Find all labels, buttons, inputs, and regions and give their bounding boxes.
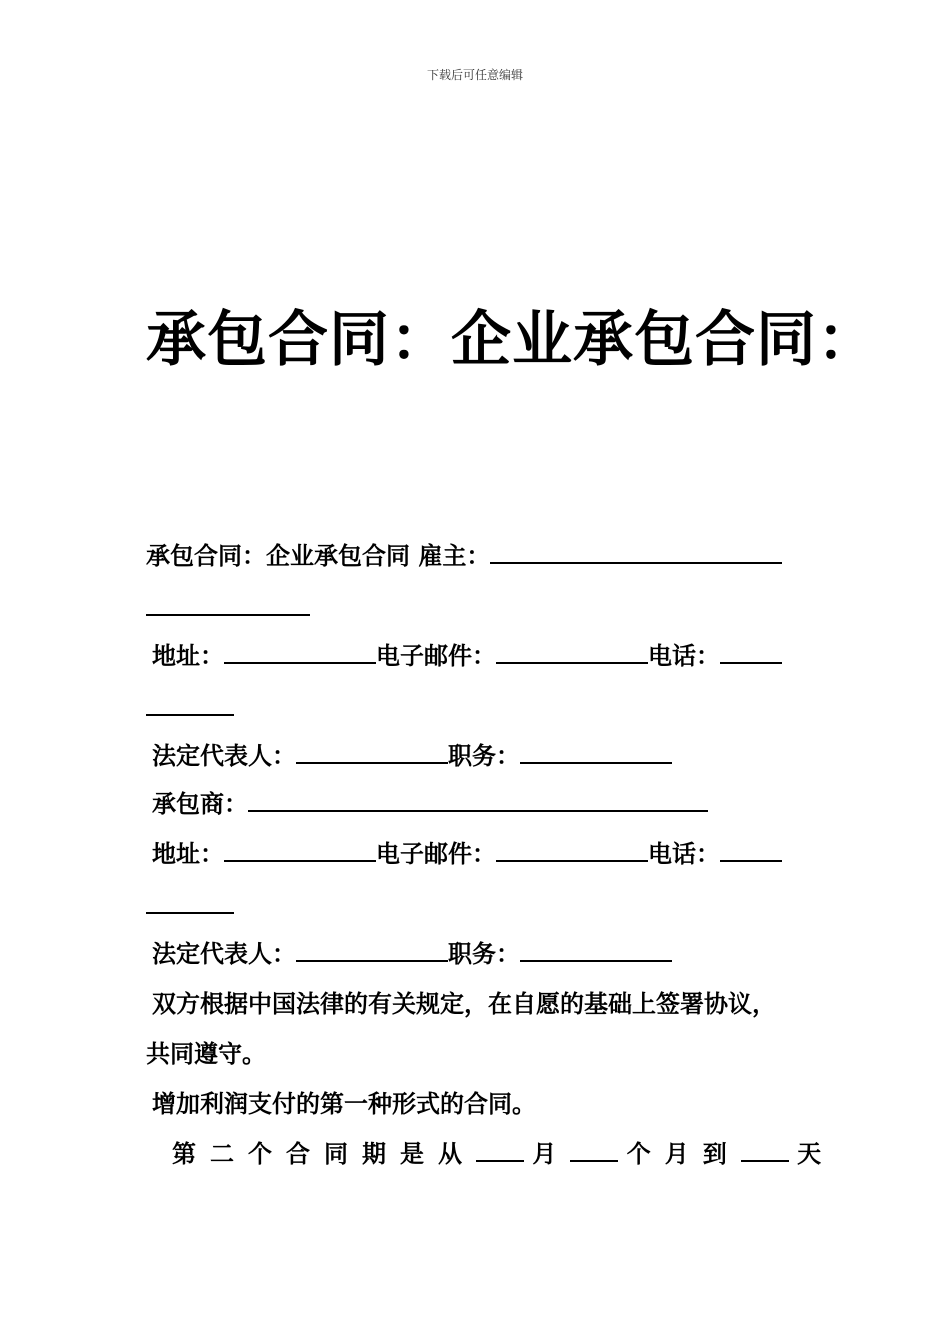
employer-blank-2[interactable] bbox=[146, 592, 310, 616]
employer-position-blank[interactable] bbox=[520, 740, 672, 764]
employer-rep-line bbox=[146, 740, 672, 772]
employer-contact-line bbox=[146, 640, 782, 672]
period-part-2: 月 bbox=[532, 1139, 571, 1168]
employer-phone-continued bbox=[146, 692, 234, 724]
period-line bbox=[172, 1138, 821, 1170]
contractor-blank[interactable] bbox=[248, 788, 708, 812]
contractor-address-label: 地址： bbox=[152, 839, 224, 868]
employer-blank-continued bbox=[146, 592, 310, 624]
contractor-line bbox=[146, 788, 708, 820]
contractor-position-label: 职务： bbox=[448, 939, 520, 968]
employer-address-label: 地址： bbox=[152, 641, 224, 670]
employer-phone-blank[interactable] bbox=[720, 640, 782, 664]
employer-rep-blank[interactable] bbox=[296, 740, 448, 764]
contractor-email-label: 电子邮件： bbox=[376, 839, 496, 868]
agreement-text-2: 共同遵守。 bbox=[146, 1039, 266, 1068]
period-part-3: 个月到 bbox=[626, 1139, 741, 1168]
profit-text: 增加利润支付的第一种形式的合同。 bbox=[152, 1089, 536, 1118]
employer-email-blank[interactable] bbox=[496, 640, 648, 664]
period-blank-2[interactable] bbox=[570, 1138, 618, 1162]
employer-prefix: 承包合同：企业承包合同 bbox=[146, 541, 410, 570]
employer-line bbox=[146, 540, 782, 572]
employer-position-label: 职务： bbox=[448, 741, 520, 770]
contractor-rep-line bbox=[146, 938, 672, 970]
document-title: 承包合同：企业承包合同： bbox=[146, 305, 878, 375]
contractor-email-blank[interactable] bbox=[496, 838, 648, 862]
employer-phone-label: 电话： bbox=[648, 641, 720, 670]
period-part-4: 天 bbox=[797, 1139, 822, 1168]
contractor-contact-line bbox=[146, 838, 782, 870]
contractor-phone-blank[interactable] bbox=[720, 838, 782, 862]
contractor-rep-blank[interactable] bbox=[296, 938, 448, 962]
employer-email-label: 电子邮件： bbox=[376, 641, 496, 670]
employer-label: 雇主： bbox=[418, 541, 491, 570]
employer-address-blank[interactable] bbox=[224, 640, 376, 664]
period-part-1: 第二个合同期是从 bbox=[172, 1139, 476, 1168]
employer-blank[interactable] bbox=[490, 540, 782, 564]
contractor-label: 承包商： bbox=[152, 789, 248, 818]
contractor-phone-label: 电话： bbox=[648, 839, 720, 868]
contractor-address-blank[interactable] bbox=[224, 838, 376, 862]
period-blank-1[interactable] bbox=[476, 1138, 524, 1162]
header-note: 下载后可任意编辑 bbox=[426, 68, 523, 82]
contractor-position-blank[interactable] bbox=[520, 938, 672, 962]
contractor-phone-continued bbox=[146, 890, 234, 922]
contractor-rep-label: 法定代表人： bbox=[152, 939, 296, 968]
employer-rep-label: 法定代表人： bbox=[152, 741, 296, 770]
agreement-text-1: 双方根据中国法律的有关规定，在自愿的基础上签署协议， bbox=[152, 989, 776, 1018]
contractor-phone-blank-2[interactable] bbox=[146, 890, 234, 914]
period-blank-3[interactable] bbox=[741, 1138, 789, 1162]
employer-phone-blank-2[interactable] bbox=[146, 692, 234, 716]
